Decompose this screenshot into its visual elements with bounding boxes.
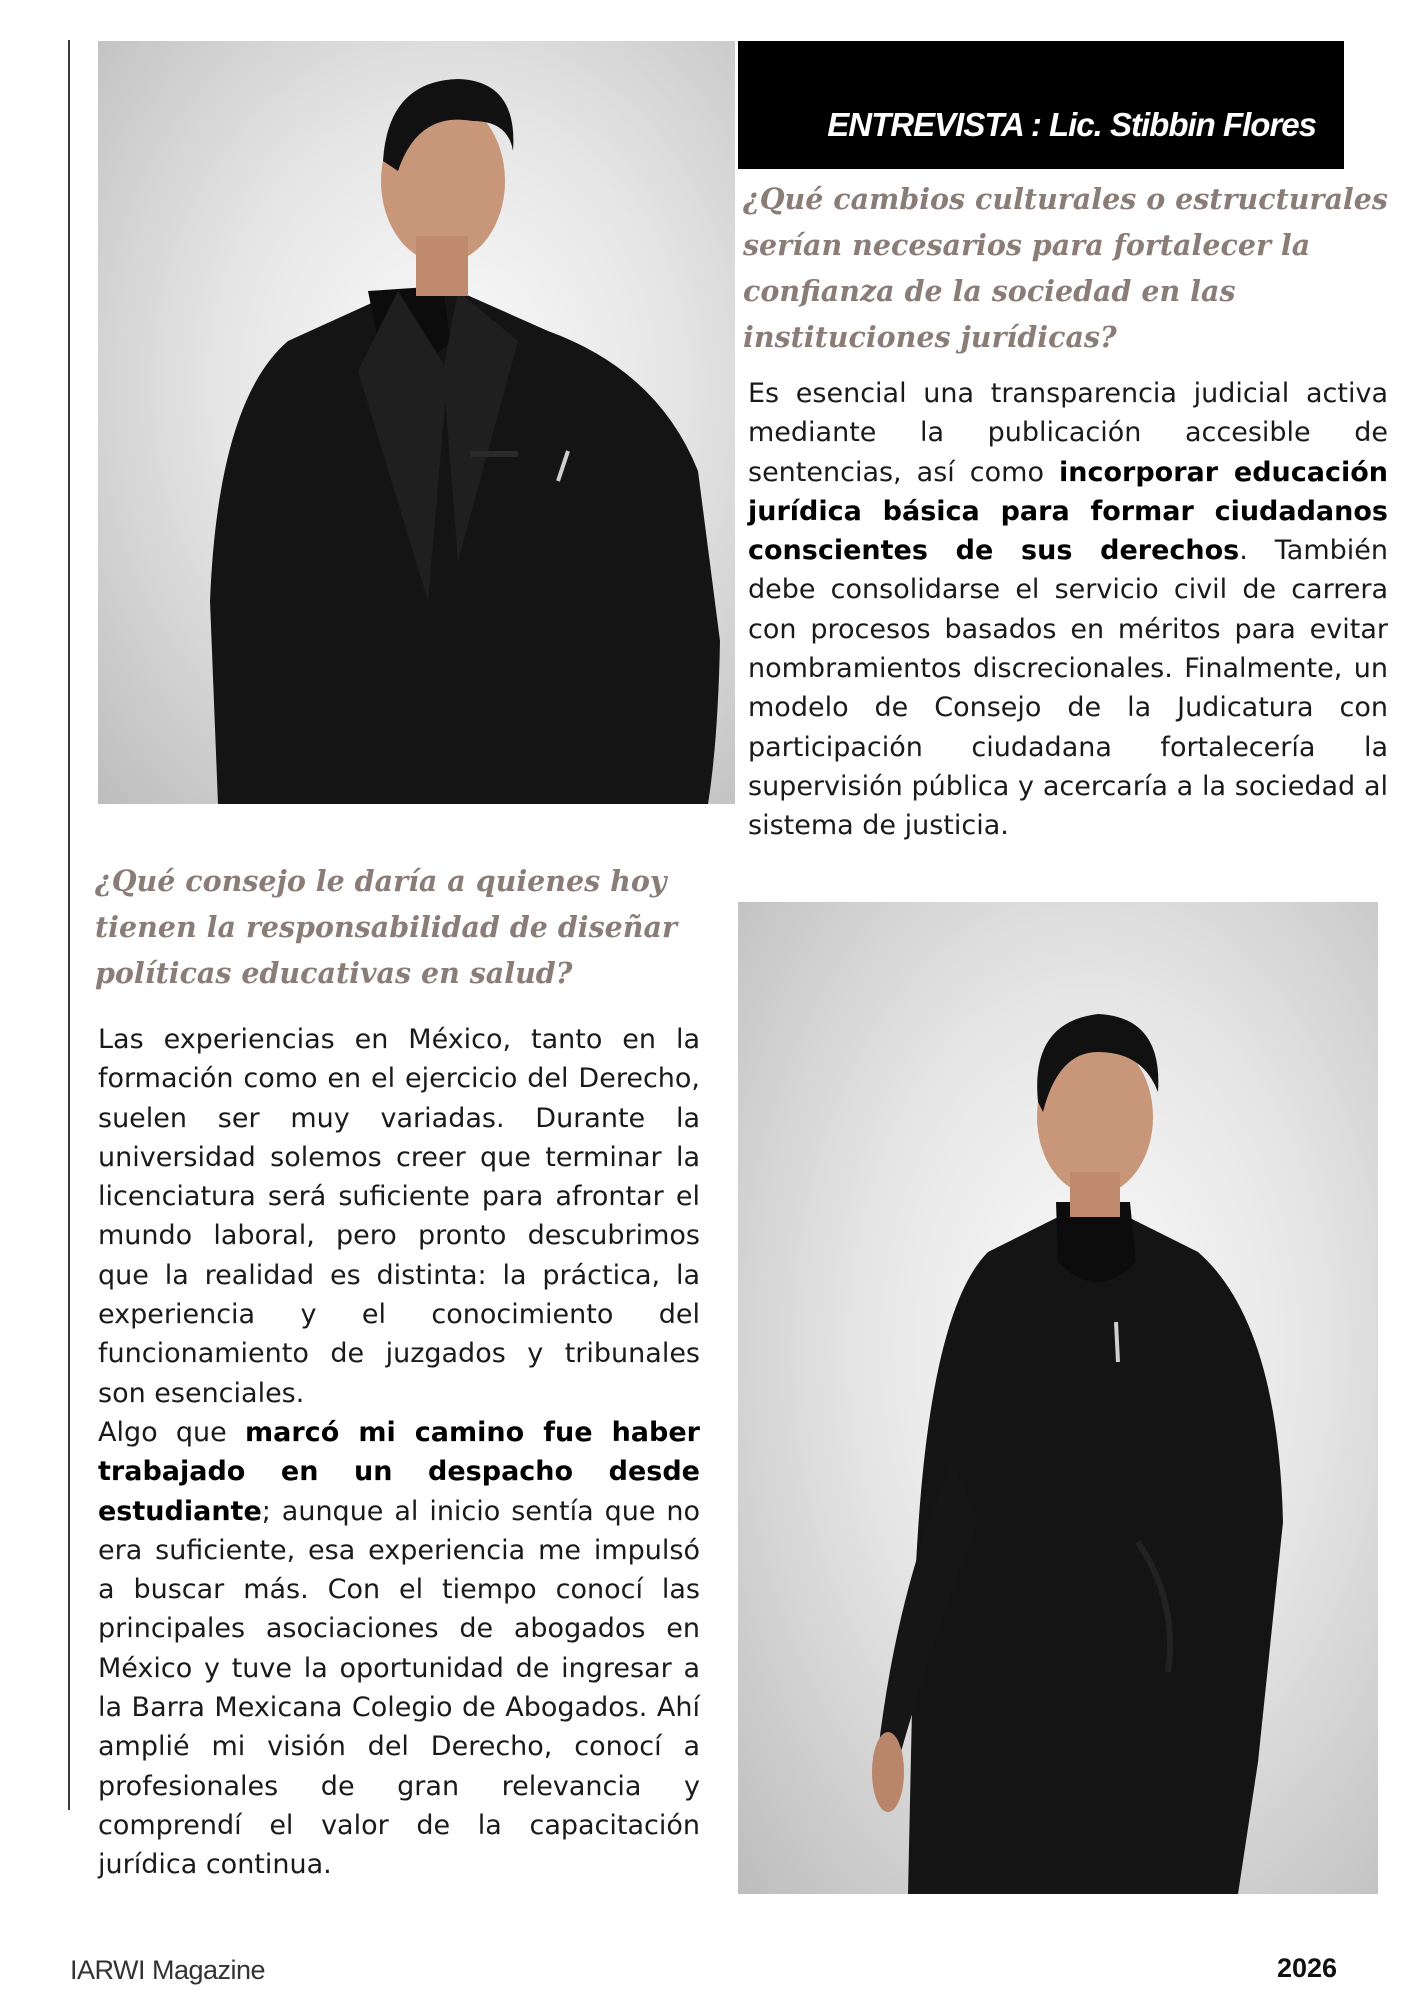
footer-magazine-name: IARWI Magazine [70,1955,266,1985]
answer-2-text-cont: ; aunque al inicio sentía que no era suficiente, esa experiencia me impulsó a buscar más. Con el tiempo conocí las principales asociaciones de abogados en México y tuve la oportunidad de ingresar a la Barra Mexicana Colegio de Abogados. Ahí amplié mi visión del Derecho, conocí a profesionales de gran relevancia y comprendí el valor de la capacitación jurídica continua. [98,1495,700,1881]
portrait-illustration [98,41,735,804]
answer-1-highlight: incorporar educación jurídica básica para formar ciudadanos conscientes de sus derechos [748,456,1389,567]
answer-2-paragraph-1: Las experiencias en México, tanto en la formación como en el ejercicio del Derecho, suelen ser muy variadas. Durante la universidad solemos creer que terminar la licenciatura será suficiente para afrontar el mundo laboral, pero pronto descubrimos que la realidad es distinta: la práctica, la experiencia y el conocimiento del funcionamiento de juzgados y tribunales son esenciales. [98,1024,700,1409]
question-1: ¿Qué cambios culturales o estructurales serían necesarios para fortalecer la confianza de la sociedad en las instituciones jurídicas? [743,182,1388,354]
left-margin-rule [68,40,70,1810]
answer-1-text-cont: . También debe consolidarse el servicio civil de carrera con procesos basados en méritos para evitar nombramientos discrecionales. Finalmente, un modelo de Consejo de la Judicatura con participación ciudadana fortalecería la supervisión pública y acercaría a la sociedad al sistema de justicia. [748,535,1389,842]
banner-title: ENTREVISTA : Lic. Stibbin Flores [827,106,1316,143]
interview-photo-profile [98,41,735,804]
interview-photo-frontal [738,902,1378,1894]
answer-2 [98,1020,700,1885]
portrait-illustration-2 [738,902,1378,1894]
interview-banner [738,41,1344,169]
answer-2-text: Algo que [98,1416,246,1448]
answer-2-highlight: marcó mi camino fue haber trabajado en un despacho desde estudiante [98,1416,700,1527]
question-2: ¿Qué consejo le daría a quienes hoy tienen la responsabilidad de diseñar políticas educativas en salud? [95,864,677,990]
footer-year: 2026 [1277,1953,1338,1983]
answer-1-text: Es esencial una transparencia judicial activa mediante la publicación accesible de sentencias, así como [748,378,1388,488]
answer-1 [748,374,1388,846]
